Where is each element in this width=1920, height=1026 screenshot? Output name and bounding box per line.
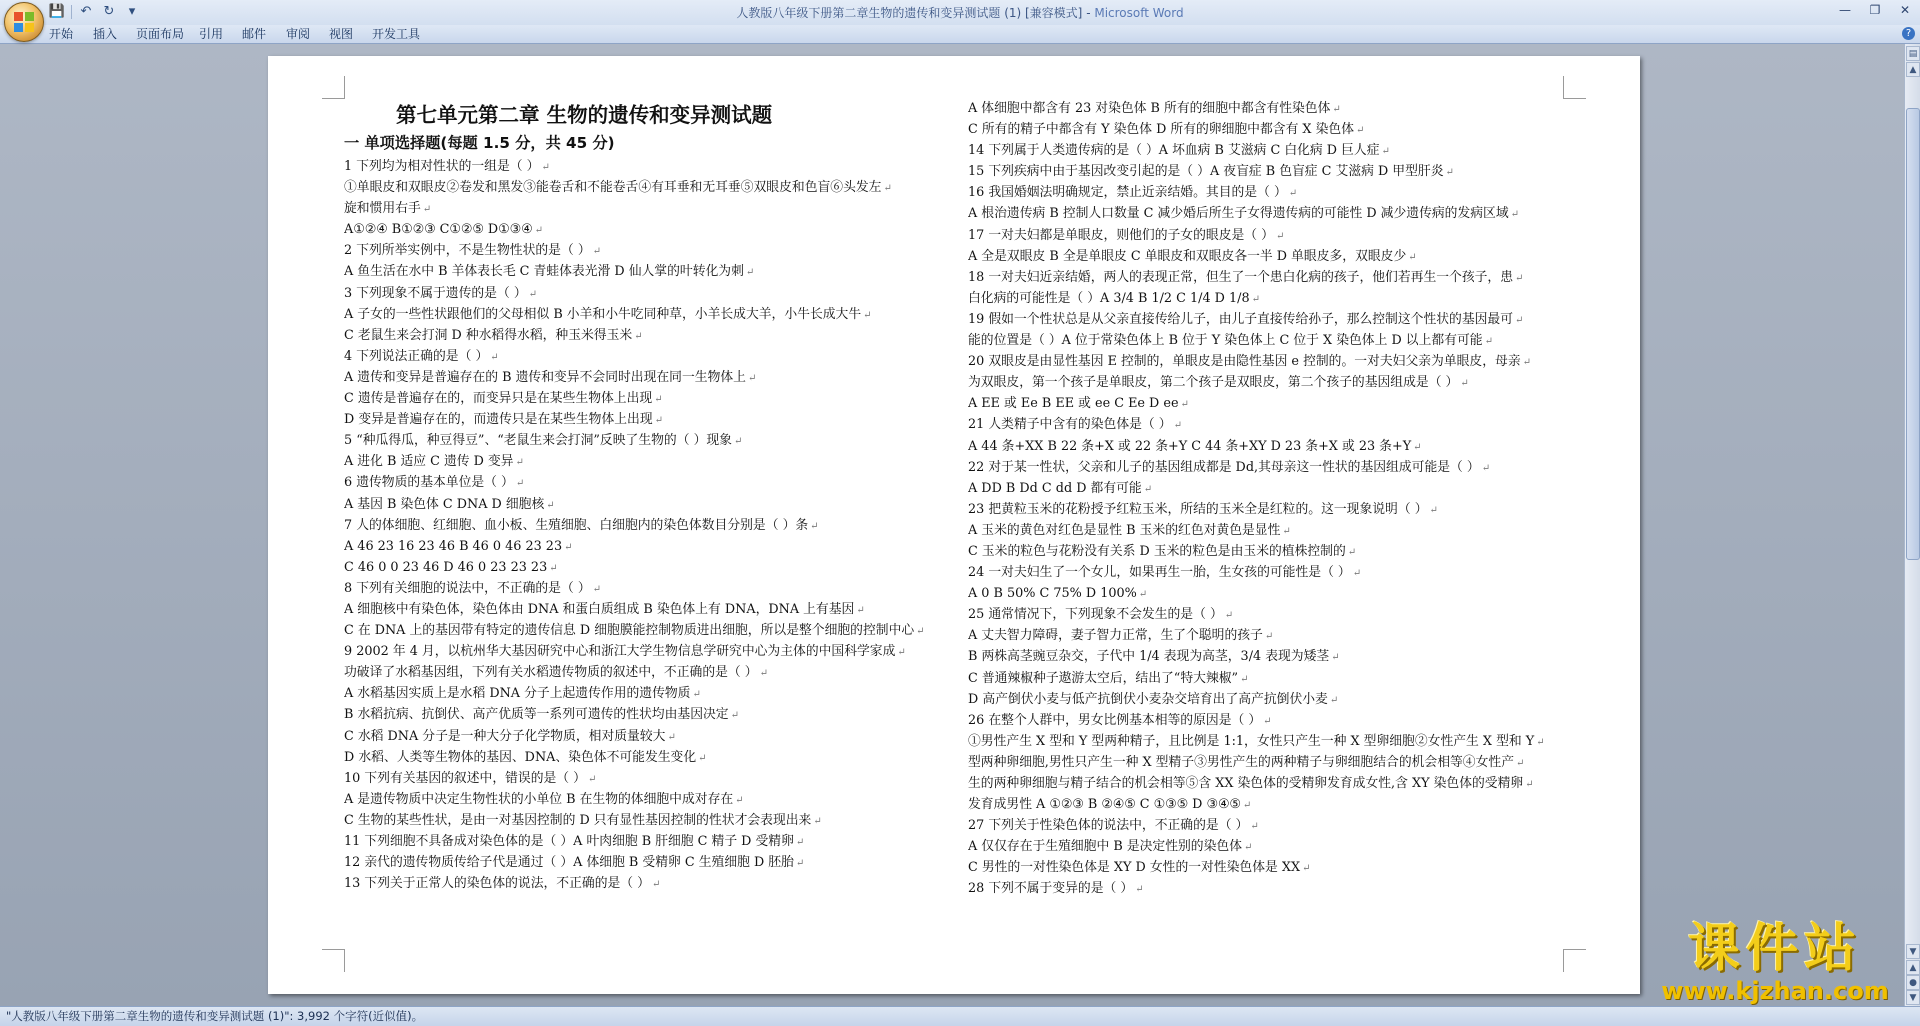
paragraph-mark-icon: ↵: [1481, 462, 1491, 474]
office-logo-icon: [14, 12, 34, 32]
text-line: [968, 414, 1568, 435]
text-line: [968, 520, 1568, 541]
line-text: 12 亲代的遗传物质传给子代是通过（ ）A 体细胞 B 受精卵 C 生殖细胞 D 胚胎: [344, 855, 794, 871]
text-line: [968, 140, 1568, 161]
line-text: B 两株高茎豌豆杂交，子代中 1/4 表现为高茎，3/4 表现为矮茎: [968, 649, 1330, 665]
text-line: [344, 726, 946, 747]
text-line: [344, 768, 946, 789]
paragraph-mark-icon: ↵: [515, 457, 524, 469]
line-text: 5 “种瓜得瓜，种豆得豆”、“老鼠生来会打洞”反映了生物的（ ）现象: [344, 433, 732, 449]
line-text: C 玉米的粒色与花粉没有关系 D 玉米的粒色是由玉米的植株控制的: [968, 543, 1346, 559]
tab-review[interactable]: 审阅: [286, 27, 311, 41]
line-text: 11 下列细胞不具备成对染色体的是（ ）A 叶肉细胞 B 肝细胞 C 精子 D 受精卵: [344, 834, 794, 849]
vertical-scrollbar[interactable]: [1904, 44, 1920, 1006]
text-line: [968, 330, 1568, 351]
paragraph-mark-icon: ↵: [1347, 546, 1357, 558]
text-line: [344, 662, 946, 683]
paragraph-mark-icon: ↵: [1135, 884, 1144, 896]
paragraph-mark-icon: ↵: [1282, 525, 1291, 537]
paragraph-mark-icon: ↵: [1251, 293, 1260, 305]
line-text: 功破译了水稻基因组，下列有关水稻遗传物质的叙述中，不正确的是（ ）: [344, 665, 758, 681]
paragraph-mark-icon: ↵: [745, 267, 755, 279]
document-title: 第七单元第二章 生物的遗传和变异测试题: [396, 103, 773, 127]
line-text: A 仅仅存在于生殖细胞中 B 是决定性别的染色体: [968, 839, 1242, 855]
scroll-down-icon[interactable]: ▼: [1906, 944, 1920, 959]
text-line: [968, 541, 1568, 562]
title-separator: -: [1082, 6, 1095, 20]
paragraph-mark-icon: ↵: [1356, 125, 1365, 137]
crop-mark: [1563, 76, 1586, 99]
text-line: [968, 309, 1568, 330]
paragraph-mark-icon: ↵: [592, 583, 602, 595]
paragraph-mark-icon: ↵: [1516, 757, 1525, 769]
paragraph-mark-icon: ↵: [795, 837, 805, 848]
paragraph-mark-icon: ↵: [1522, 357, 1532, 369]
tab-page-layout[interactable]: 页面布局: [136, 27, 185, 41]
paragraph-mark-icon: ↵: [1242, 800, 1252, 812]
line-text: 26 在整个人群中，男女比例基本相等的原因是（ ）: [968, 712, 1262, 728]
paragraph-mark-icon: ↵: [1180, 399, 1189, 411]
text-line: [968, 668, 1568, 689]
text-line: [344, 747, 946, 768]
paragraph-mark-icon: ↵: [1445, 167, 1454, 179]
text-line: [968, 499, 1568, 520]
scroll-thumb[interactable]: [1906, 108, 1920, 560]
text-line: [344, 304, 946, 325]
paragraph-mark-icon: ↵: [515, 478, 525, 490]
text-line: [344, 536, 946, 557]
paragraph-mark-icon: ↵: [592, 246, 602, 258]
line-text: A 根治遗传病 B 控制人口数量 C 减少婚后所生子女得遗传病的可能性 D 减少遗传病的发病区域: [968, 206, 1509, 222]
text-line: [968, 225, 1568, 246]
line-text: 能的位置是（ ）A 位于常染色体上 B 位于 Y 染色体上 C 位于 X 染色体上 D 以上都有可能: [968, 333, 1483, 349]
customize-icon[interactable]: ▾: [128, 4, 136, 19]
status-bar: [0, 1006, 1920, 1026]
paragraph-mark-icon: ↵: [1510, 209, 1520, 221]
paragraph-mark-icon: ↵: [1515, 314, 1524, 326]
text-line: [968, 119, 1568, 140]
line-text: A 水稻基因实质上是水稻 DNA 分子上起遗传作用的遗传物质: [344, 686, 691, 702]
text-line: [968, 436, 1568, 457]
paragraph-mark-icon: ↵: [587, 773, 597, 785]
text-line: [968, 478, 1568, 499]
line-text: A 全是双眼皮 B 全是单眼皮 C 单眼皮和双眼皮各一半 D 单眼皮多，双眼皮少: [968, 248, 1407, 264]
maximize-icon[interactable]: ❐: [1869, 3, 1881, 17]
line-text: C 水稻 DNA 分子是一种大分子化学物质，相对质量较大: [344, 728, 666, 744]
line-text: C 在 DNA 上的基因带有特定的遗传信息 D 细胞膜能控制物质进出细胞，所以是整个细胞的控制中心: [344, 623, 915, 639]
text-line: [344, 261, 946, 282]
text-line: [344, 852, 946, 873]
line-text: A EE 或 Ee B EE 或 ee C Ee D ee: [968, 396, 1179, 412]
tab-references[interactable]: 引用: [199, 27, 224, 41]
text-line: [968, 393, 1568, 414]
title-bar: [0, 0, 1920, 25]
line-text: A 细胞核中有染色体，染色体由 DNA 和蛋白质组成 B 染色体上有 DNA，DNA 上有基因: [344, 601, 855, 617]
text-line: [344, 620, 946, 641]
text-line: [344, 240, 946, 261]
text-line: [968, 161, 1568, 182]
paragraph-mark-icon: ↵: [747, 372, 757, 384]
paragraph-mark-icon: ↵: [1536, 736, 1545, 748]
text-line: [344, 177, 946, 198]
paragraph-mark-icon: ↵: [795, 858, 805, 870]
text-line: [968, 794, 1568, 815]
save-icon[interactable]: 💾: [48, 4, 66, 19]
paragraph-mark-icon: ↵: [692, 689, 701, 701]
text-line: [344, 494, 946, 515]
text-line: [344, 325, 946, 346]
line-text: A 遗传和变异是普遍存在的 B 遗传和变异不会同时出现在同一生物体上: [344, 369, 746, 385]
text-line: [968, 372, 1568, 393]
text-line: [344, 683, 946, 704]
paragraph-mark-icon: ↵: [1429, 504, 1438, 516]
line-text: ①男性产生 X 型和 Y 型两种精子，且比例是 1:1，女性只产生一种 X 型卵细胞②女性产生 X 型和 Y: [968, 733, 1535, 749]
tab-home[interactable]: 开始: [49, 27, 74, 41]
text-line: [344, 599, 946, 620]
paragraph-mark-icon: ↵: [813, 815, 822, 827]
text-line: [968, 457, 1568, 478]
paragraph-mark-icon: ↵: [863, 309, 872, 321]
paragraph-mark-icon: ↵: [1484, 336, 1493, 348]
crop-mark: [322, 949, 345, 972]
paragraph-mark-icon: ↵: [730, 710, 739, 722]
line-text: 生的两种卵细胞与精子结合的机会相等⑤含 XX 染色体的受精卵发育成女性,含 XY 染色体的受精卵: [968, 776, 1524, 791]
paragraph-mark-icon: ↵: [1525, 779, 1534, 790]
line-text: A①②④ B①②③ C①②⑤ D①③④: [344, 222, 533, 238]
line-text: A 体细胞中都含有 23 对染色体 B 所有的细胞中都含有性染色体: [968, 101, 1331, 116]
line-text: A 子女的一些性状跟他们的父母相似 B 小羊和小牛吃同种草，小羊长成大羊，小牛长成大牛: [344, 306, 862, 322]
line-text: D 变异是普遍存在的，而遗传只是在某些生物体上出现: [344, 412, 653, 428]
line-text: 9 2002 年 4 月，以杭州华大基因研究中心和浙江大学生物信息学研究中心为主体的中国科学家成: [344, 644, 896, 660]
line-text: 21 人类精子中含有的染色体是（ ）: [968, 417, 1172, 433]
site-watermark: [1660, 920, 1890, 1004]
right-column-lines: [968, 98, 1568, 900]
paragraph-mark-icon: ↵: [654, 394, 663, 406]
text-line: [968, 351, 1568, 372]
line-text: 23 把黄粒玉米的花粉授予红粒玉米，所结的玉米全是红粒的。这一现象说明（ ）: [968, 501, 1428, 517]
text-line: [344, 472, 946, 493]
ruler-toggle-icon[interactable]: ▤: [1906, 46, 1920, 61]
paragraph-mark-icon: ↵: [1352, 568, 1362, 580]
line-text: 15 下列疾病中由于基因改变引起的是（ ）A 夜盲症 B 色盲症 C 艾滋病 D 甲型肝炎: [968, 164, 1444, 180]
paragraph-mark-icon: ↵: [490, 351, 499, 363]
text-line: [968, 583, 1568, 604]
line-text: 16 我国婚姻法明确规定，禁止近亲结婚。其目的是（ ）: [968, 185, 1287, 201]
office-button[interactable]: [4, 2, 44, 42]
previous-page-icon[interactable]: ▲: [1906, 960, 1920, 975]
help-icon[interactable]: ?: [1902, 27, 1915, 40]
document-workspace: [0, 44, 1904, 1006]
line-text: 19 假如一个性状总是从父亲直接传给儿子，由儿子直接传给孙子，那么控制这个性状的基因最可: [968, 311, 1514, 327]
text-line: [344, 198, 946, 219]
paragraph-mark-icon: ↵: [1240, 673, 1249, 685]
paragraph-mark-icon: ↵: [1515, 272, 1524, 284]
paragraph-mark-icon: ↵: [1408, 251, 1417, 263]
text-line: [968, 689, 1568, 710]
line-text: 24 一对夫妇生了一个女儿，如果再生一胎，生女孩的可能性是（ ）: [968, 565, 1351, 581]
line-text: A 鱼生活在水中 B 羊体表长毛 C 青蛙体表光滑 D 仙人掌的叶转化为刺: [344, 264, 744, 280]
line-text: 发育成男性 A ①②③ B ②④⑤ C ①③⑤ D ③④⑤: [968, 797, 1241, 813]
paragraph-mark-icon: ↵: [1331, 652, 1340, 664]
paragraph-mark-icon: ↵: [1381, 146, 1390, 158]
line-text: A DD B Dd C dd D 都有可能: [968, 480, 1142, 496]
line-text: A 玉米的黄色对红色是显性 B 玉米的红色对黄色是显性: [968, 522, 1281, 538]
watermark-url: www.kjzhan.com: [1661, 977, 1889, 1005]
paragraph-mark-icon: ↵: [1250, 821, 1259, 833]
line-text: C 男性的一对性染色体是 XY D 女性的一对性染色体是 XX: [968, 860, 1301, 876]
tab-developer[interactable]: 开发工具: [372, 27, 421, 41]
text-line: [968, 646, 1568, 667]
line-text: 18 一对夫妇近亲结婚，两人的表现正常，但生了一个患白化病的孩子，他们若再生一个孩子，患: [968, 269, 1514, 285]
paragraph-mark-icon: ↵: [651, 879, 661, 891]
text-line: [344, 641, 946, 662]
paragraph-mark-icon: ↵: [1332, 104, 1341, 115]
line-text: A 0 B 50% C 75% D 100%: [968, 586, 1137, 602]
line-text: 7 人的体细胞、红细胞、血小板、生殖细胞、白细胞内的染色体数目分别是（ ）条: [344, 517, 809, 533]
line-text: 为双眼皮，第一个孩子是单眼皮，第二个孩子是双眼皮，第二个孩子的基因组成是（ ）: [968, 375, 1459, 391]
paragraph-mark-icon: ↵: [759, 668, 768, 680]
line-text: 17 一对夫妇都是单眼皮，则他们的子女的眼皮是（ ）: [968, 227, 1274, 243]
paragraph-mark-icon: ↵: [1224, 610, 1234, 622]
left-column-lines: [344, 156, 946, 894]
line-text: 22 对于某一性状，父亲和儿子的基因组成都是 Dd,其母亲这一性状的基因组成可能是（ ）: [968, 459, 1480, 475]
paragraph-mark-icon: ↵: [564, 541, 573, 553]
window-title: [0, 4, 1920, 21]
line-text: 28 下列不属于变异的是（ ）: [968, 881, 1134, 897]
line-text: C 46 0 0 23 46 D 46 0 23 23 23: [344, 559, 548, 575]
document-name: 人教版八年级下册第二章生物的遗传和变异测试题 (1) [兼容模式]: [736, 6, 1083, 20]
paragraph-mark-icon: ↵: [546, 499, 555, 511]
tab-insert[interactable]: 插入: [93, 27, 118, 41]
line-text: 旋和惯用右手: [344, 201, 421, 217]
text-line: [968, 773, 1568, 794]
text-line: [344, 430, 946, 451]
document-page[interactable]: [268, 56, 1640, 994]
line-text: B 水稻抗病、抗倒伏、高产优质等一系列可遗传的性状均由基因决定: [344, 707, 729, 723]
paragraph-mark-icon: ↵: [1275, 230, 1285, 242]
undo-icon[interactable]: ↶: [80, 4, 92, 19]
text-line: [968, 625, 1568, 646]
paragraph-mark-icon: ↵: [1264, 631, 1274, 643]
right-text-column: [968, 98, 1568, 900]
paragraph-mark-icon: ↵: [735, 794, 744, 806]
next-page-icon[interactable]: ▼: [1906, 990, 1920, 1005]
paragraph-mark-icon: ↵: [667, 731, 676, 743]
text-line: [344, 789, 946, 810]
line-text: 10 下列有关基因的叙述中，错误的是（ ）: [344, 770, 586, 786]
close-icon[interactable]: ✕: [1899, 3, 1911, 17]
text-line: [968, 710, 1568, 731]
line-text: D 高产倒伏小麦与低产抗倒伏小麦杂交培育出了高产抗倒伏小麦: [968, 691, 1328, 707]
line-text: A 44 条+XX B 22 条+X 或 22 条+Y C 44 条+XY D 23 条+X 或 23 条+Y: [968, 438, 1412, 454]
paragraph-mark-icon: ↵: [897, 647, 906, 659]
paragraph-mark-icon: ↵: [1143, 483, 1153, 495]
line-text: C 普通辣椒种子遨游太空后，结出了“特大辣椒”: [968, 670, 1239, 686]
crop-mark: [322, 76, 345, 99]
paragraph-mark-icon: ↵: [1244, 842, 1253, 854]
text-line: [968, 562, 1568, 583]
scroll-up-icon[interactable]: ▲: [1906, 62, 1920, 77]
text-line: [968, 878, 1568, 899]
text-line: [344, 156, 946, 177]
text-line: [344, 515, 946, 536]
line-text: D 水稻、人类等生物体的基因、DNA、染色体不可能发生变化: [344, 749, 697, 765]
paragraph-mark-icon: ↵: [883, 183, 892, 195]
text-line: [344, 578, 946, 599]
text-line: [344, 346, 946, 367]
paragraph-mark-icon: ↵: [1138, 589, 1148, 601]
paragraph-mark-icon: ↵: [916, 626, 925, 638]
text-line: [968, 203, 1568, 224]
line-text: 4 下列说法正确的是（ ）: [344, 348, 489, 364]
line-text: C 遗传是普遍存在的，而变异只是在某些生物体上出现: [344, 391, 653, 407]
line-text: 2 下列所举实例中，不是生物性状的是（ ）: [344, 243, 591, 259]
text-line: [344, 873, 946, 894]
line-text: 25 通常情况下，下列现象不会发生的是（ ）: [968, 607, 1223, 623]
paragraph-mark-icon: ↵: [1302, 863, 1311, 875]
line-text: C 生物的某些性状，是由一对基因控制的 D 只有显性基因控制的性状才会表现出来: [344, 812, 812, 828]
line-text: ①单眼皮和双眼皮②卷发和黑发③能卷舌和不能卷舌④有耳垂和无耳垂⑤双眼皮和色盲⑥头发左: [344, 180, 882, 196]
select-browse-object-icon[interactable]: ●: [1906, 975, 1920, 990]
line-text: 14 下列属于人类遗传病的是（ ）A 坏血病 B 艾滋病 C 白化病 D 巨人症: [968, 143, 1380, 159]
text-line: [968, 267, 1568, 288]
paragraph-mark-icon: ↵: [698, 752, 707, 764]
section-title: 一 单项选择题(每题 1.5 分，共 45 分): [344, 134, 615, 152]
text-line: [344, 810, 946, 831]
line-text: 3 下列现象不属于遗传的是（ ）: [344, 285, 527, 301]
paragraph-mark-icon: ↵: [534, 225, 543, 237]
window-controls: [1830, 0, 1920, 22]
line-text: A 基因 B 染色体 C DNA D 细胞核: [344, 496, 545, 512]
line-text: A 进化 B 适应 C 遗传 D 变异: [344, 454, 514, 470]
text-line: [968, 182, 1568, 203]
paragraph-mark-icon: ↵: [634, 330, 643, 342]
watermark-text: 课件站: [1687, 919, 1862, 979]
paragraph-mark-icon: ↵: [733, 436, 743, 448]
crop-mark: [1563, 949, 1586, 972]
paragraph-mark-icon: ↵: [1413, 441, 1422, 453]
line-text: A 46 23 16 23 46 B 46 0 46 23 23: [344, 538, 563, 554]
line-text: C 所有的精子中都含有 Y 染色体 D 所有的卵细胞中都含有 X 染色体: [968, 122, 1355, 138]
text-line: [344, 704, 946, 725]
redo-icon[interactable]: ↻: [103, 4, 115, 19]
paragraph-mark-icon: ↵: [422, 204, 432, 216]
tab-mailings[interactable]: 邮件: [242, 27, 267, 41]
text-line: [968, 857, 1568, 878]
text-line: [344, 367, 946, 388]
text-line: [344, 557, 946, 578]
paragraph-mark-icon: ↵: [1329, 694, 1339, 706]
line-text: A 是遗传物质中决定生物性状的小单位 B 在生物的体细胞中成对存在: [344, 791, 734, 807]
text-line: [344, 388, 946, 409]
text-line: [968, 752, 1568, 773]
text-line: [968, 836, 1568, 857]
paragraph-mark-icon: ↵: [1288, 188, 1298, 200]
line-text: 型两种卵细胞,男性只产生一种 X 型精子③男性产生的两种精子与卵细胞结合的机会相等④女性产: [968, 754, 1514, 770]
paragraph-mark-icon: ↵: [1460, 378, 1469, 390]
paragraph-mark-icon: ↵: [541, 162, 550, 173]
paragraph-mark-icon: ↵: [528, 288, 538, 300]
paragraph-mark-icon: ↵: [549, 562, 558, 574]
text-line: [344, 451, 946, 472]
paragraph-mark-icon: ↵: [810, 520, 819, 532]
tab-view[interactable]: 视图: [329, 27, 354, 41]
line-text: 8 下列有关细胞的说法中，不正确的是（ ）: [344, 580, 591, 596]
line-text: 白化病的可能性是（ ）A 3/4 B 1/2 C 1/4 D 1/8: [968, 290, 1250, 306]
text-line: [968, 815, 1568, 836]
text-line: [344, 409, 946, 430]
status-text: "人教版八年级下册第二章生物的遗传和变异测试题 (1)": 3,992 个字符(近似值)。: [6, 1009, 424, 1023]
paragraph-mark-icon: ↵: [654, 415, 664, 427]
ribbon-tabs: [0, 25, 1920, 44]
app-name: Microsoft Word: [1094, 6, 1184, 20]
paragraph-mark-icon: ↵: [1173, 420, 1182, 432]
text-line: [344, 219, 946, 240]
line-text: 20 双眼皮是由显性基因 E 控制的，单眼皮是由隐性基因 e 控制的。一对夫妇父亲为单眼皮，母亲: [968, 354, 1521, 370]
line-text: 1 下列均为相对性状的一组是（ ）: [344, 159, 540, 174]
text-line: [344, 283, 946, 304]
text-line: [968, 288, 1568, 309]
text-line: [968, 731, 1568, 752]
line-text: 13 下列关于正常人的染色体的说法，不正确的是（ ）: [344, 876, 650, 892]
line-text: C 老鼠生来会打洞 D 种水稻得水稻，种玉米得玉米: [344, 327, 633, 343]
text-line: [968, 246, 1568, 267]
text-line: [968, 98, 1568, 119]
paragraph-mark-icon: ↵: [1263, 715, 1272, 727]
text-line: [968, 604, 1568, 625]
paragraph-mark-icon: ↵: [856, 604, 865, 616]
minimize-icon[interactable]: —: [1839, 3, 1851, 17]
line-text: 6 遗传物质的基本单位是（ ）: [344, 475, 514, 491]
left-text-column: [344, 98, 946, 894]
text-line: [344, 831, 946, 852]
line-text: A 丈夫智力障碍，妻子智力正常，生了个聪明的孩子: [968, 628, 1263, 644]
line-text: 27 下列关于性染色体的说法中，不正确的是（ ）: [968, 818, 1249, 834]
